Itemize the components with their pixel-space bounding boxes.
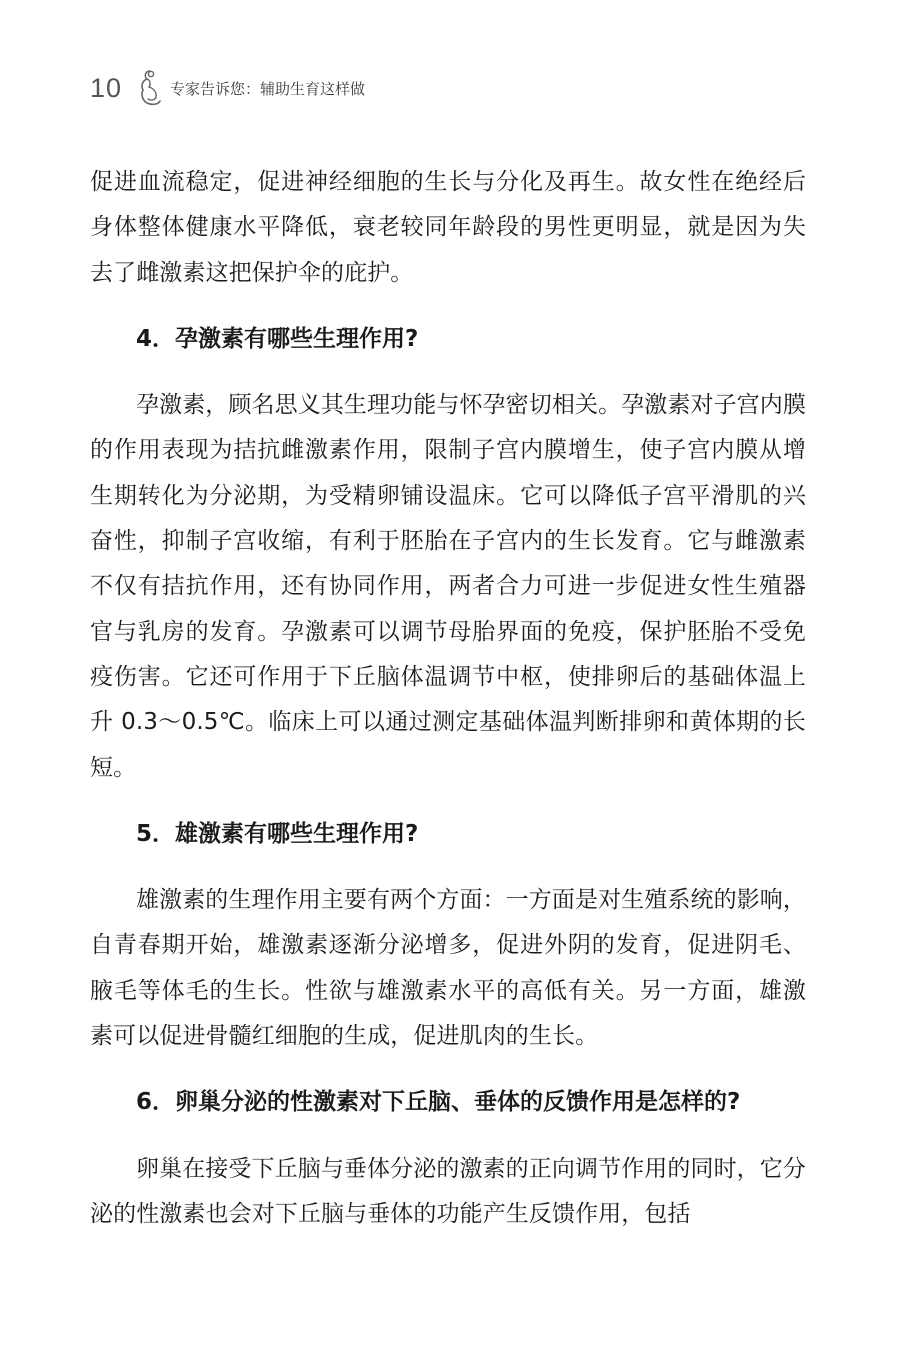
section-heading-androgen: 5．雄激素有哪些生理作用?: [136, 820, 419, 847]
section-heading-feedback: 6．卵巢分泌的性激素对下丘脑、垂体的反馈作用是怎样的?: [136, 1089, 741, 1116]
page-number: 10: [90, 72, 123, 103]
paragraph-progesterone: 孕激素，顾名思义其生理功能与怀孕密切相关。孕激素对子宫内膜的作用表现为拮抗雌激素作用，限制子宫内膜增生，使子宫内膜从增生期转化为分泌期，为受精卵铺设温床。它可以降低子宫平滑肌的兴奋性，抑制子宫收缩，有利于胚胎在子宫内的生长发育。它与雌激素不仅有拮抗作用，还有协同作用，两者合力可进一步促进女性生殖器官与乳房的发育。孕激素可以调节母胎界面的免疫，保护胚胎不受免疫伤害。它还可作用于下丘脑体温调节中枢，使排卵后的基础体温上升 0.3～0.5℃。临床上可以通过测定基础体温判断排卵和黄体期的长短。: [90, 392, 806, 781]
section-heading-progesterone: 4．孕激素有哪些生理作用?: [136, 325, 419, 352]
paragraph-androgen: 雄激素的生理作用主要有两个方面：一方面是对生殖系统的影响，自青春期开始，雄激素逐渐分泌增多，促进外阴的发育，促进阴毛、腋毛等体毛的生长。性欲与雄激素水平的高低有关。另一方面，雄激素可以促进骨髓红细胞的生成，促进肌肉的生长。: [90, 887, 806, 1050]
paragraph-continued: 促进血流稳定，促进神经细胞的生长与分化及再生。故女性在绝经后身体整体健康水平降低，衰老较同年龄段的男性更明显，就是因为失去了雌激素这把保护伞的庇护。: [90, 169, 806, 286]
page-header: [90, 68, 365, 108]
page-body: [90, 160, 806, 1237]
paragraph-feedback: 卵巢在接受下丘脑与垂体分泌的激素的正向调节作用的同时，它分泌的性激素也会对下丘脑与垂体的功能产生反馈作用，包括: [90, 1155, 806, 1227]
running-title: 专家告诉您：辅助生育这样做: [170, 79, 366, 98]
pregnant-woman-outline-icon: [136, 68, 166, 108]
